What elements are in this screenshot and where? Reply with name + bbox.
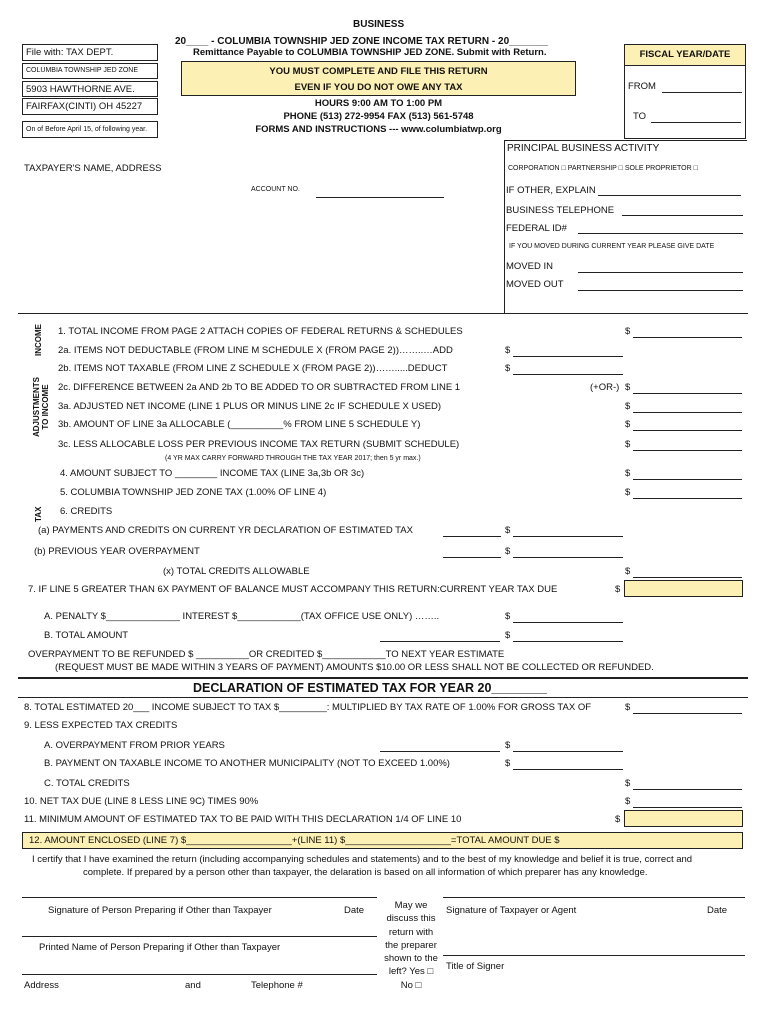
dollar-sign: $ xyxy=(625,796,631,807)
line-3a-amount[interactable] xyxy=(633,400,742,413)
forms-text: FORMS AND INSTRUCTIONS --- www.columbiatwp.org xyxy=(255,124,502,135)
fiscal-year-title: FISCAL YEAR/DATE xyxy=(639,49,731,60)
discuss-line: shown to the xyxy=(384,953,438,965)
file-with-box xyxy=(22,44,158,61)
moved-out-label: MOVED OUT xyxy=(506,279,564,290)
line-3a-label: 3a. ADJUSTED NET INCOME (LINE 1 PLUS OR MINUS LINE 2c IF SCHEDULE X USED) xyxy=(58,401,442,412)
line-6b-label: (b) PREVIOUS YEAR OVERPAYMENT xyxy=(34,546,200,557)
divider xyxy=(18,697,748,698)
line-9c-label: C. TOTAL CREDITS xyxy=(44,778,130,789)
line-5-amount[interactable] xyxy=(633,486,742,499)
divider xyxy=(504,140,505,313)
dollar-sign: $ xyxy=(505,611,511,622)
line-6x-amount[interactable] xyxy=(633,565,742,578)
line-b-lead xyxy=(380,641,500,642)
line-2b-label: 2b. ITEMS NOT TAXABLE (FROM LINE Z SCHEDULE X (FROM PAGE 2))…….....DEDUCT xyxy=(58,363,448,374)
line-9b-amount[interactable] xyxy=(513,757,623,770)
line-b-amount[interactable] xyxy=(513,629,623,642)
line-1-label: 1. TOTAL INCOME FROM PAGE 2 ATTACH COPIES OF FEDERAL RETURNS & SCHEDULES xyxy=(58,326,463,337)
dollar-sign: $ xyxy=(505,363,511,374)
line-4-label: 4. AMOUNT SUBJECT TO ________ INCOME TAX (LINE 3a,3b OR 3c) xyxy=(60,468,365,479)
dollar-sign: $ xyxy=(615,584,621,595)
line-12-label[interactable]: 12. AMOUNT ENCLOSED (LINE 7) $____________________+(LINE 11) $____________________=TOTAL AMOUNT DUE $ xyxy=(29,835,560,846)
divider xyxy=(504,140,747,141)
divider xyxy=(18,677,748,679)
line-7-amount[interactable] xyxy=(624,580,743,597)
title-signer-label: Title of Signer xyxy=(446,961,505,972)
dollar-sign: $ xyxy=(625,382,631,393)
dollar-sign: $ xyxy=(505,345,511,356)
business-label: BUSINESS xyxy=(353,19,405,30)
dollar-sign: $ xyxy=(505,630,511,641)
line-3c-amount[interactable] xyxy=(633,438,742,451)
moved-in-label: MOVED IN xyxy=(506,261,553,272)
file-with-label: File with: TAX DEPT. xyxy=(26,47,114,58)
line-2a-amount[interactable] xyxy=(513,344,623,357)
dollar-sign: $ xyxy=(505,758,511,769)
adjustments-side-label: ADJUSTMENTS TO INCOME xyxy=(32,376,50,437)
taxpayer-signature-line[interactable] xyxy=(443,897,745,898)
line-9-label: 9. LESS EXPECTED TAX CREDITS xyxy=(24,720,178,731)
address-label: Address xyxy=(24,980,59,991)
line-a-amount[interactable] xyxy=(513,610,623,623)
dollar-sign: $ xyxy=(625,401,631,412)
discuss-yes-checkbox[interactable]: left? Yes □ xyxy=(388,966,434,978)
line-7-label: 7. IF LINE 5 GREATER THAN 6X PAYMENT OF BALANCE MUST ACCOMPANY THIS RETURN:CURRENT YEAR TAX DUE xyxy=(28,584,558,595)
overpayment-line: OVERPAYMENT TO BE REFUNDED $ __________OR CREDITED $____________TO NEXT YEAR ESTIMATE xyxy=(28,649,505,660)
declaration-title: DECLARATION OF ESTIMATED TAX FOR YEAR 20________ xyxy=(193,681,548,695)
business-telephone-label: BUSINESS TELEPHONE xyxy=(506,205,615,216)
discuss-line: May we xyxy=(394,900,428,911)
line-10-label: 10. NET TAX DUE (LINE 8 LESS LINE 9C) TIMES 90% xyxy=(24,796,259,807)
business-telephone-field[interactable] xyxy=(622,215,743,216)
preparer-signature-line[interactable] xyxy=(22,897,377,898)
line-2c-sign: (+OR-) xyxy=(590,382,620,393)
discuss-line: the preparer xyxy=(385,939,437,951)
line-2c-amount[interactable] xyxy=(633,381,742,394)
line-6a-lead xyxy=(443,536,501,537)
moved-in-field[interactable] xyxy=(578,272,743,273)
certify-line-1: I certify that I have examined the return (including accompanying schedules and statements) and to the best of my knowledge and belief it is true, correct and xyxy=(32,854,693,865)
line-9a-label: A. OVERPAYMENT FROM PRIOR YEARS xyxy=(44,740,225,751)
line-3b-label: 3b. AMOUNT OF LINE 3a ALLOCABLE (__________% FROM LINE 5 SCHEDULE Y) xyxy=(58,419,421,430)
telephone-label: Telephone # xyxy=(251,980,303,991)
line-6a-amount[interactable] xyxy=(513,524,623,537)
address-line[interactable] xyxy=(22,974,377,975)
line-6a-label: (a) PAYMENTS AND CREDITS ON CURRENT YR DECLARATION OF ESTIMATED TAX xyxy=(38,525,413,536)
file-with-line2: 5903 HAWTHORNE AVE. xyxy=(26,84,135,95)
account-no-field[interactable] xyxy=(316,197,444,198)
dollar-sign: $ xyxy=(615,814,621,825)
line-6-label: 6. CREDITS xyxy=(60,506,113,517)
taxpayer-signature-label: Signature of Taxpayer or Agent xyxy=(446,905,577,916)
must-complete-text: YOU MUST COMPLETE AND FILE THIS RETURN xyxy=(269,66,488,77)
printed-name-line[interactable] xyxy=(22,936,377,937)
file-with-line3: FAIRFAX(CINTI) OH 45227 xyxy=(26,101,143,112)
line-8-label: 8. TOTAL ESTIMATED 20___ INCOME SUBJECT TO TAX $_________: MULTIPLIED BY TAX RATE OF 1.00% FOR GROSS TAX OF xyxy=(24,702,592,713)
line-6b-amount[interactable] xyxy=(513,545,623,558)
hours-text: HOURS 9:00 AM TO 1:00 PM xyxy=(314,98,443,109)
phone-text: PHONE (513) 272-9954 FAX (513) 561-5748 xyxy=(283,111,474,122)
dollar-sign: $ xyxy=(625,326,631,337)
refund-request-note: (REQUEST MUST BE MADE WITHIN 3 YEARS OF PAYMENT) AMOUNTS $10.00 OR LESS SHALL NOT BE COLLECTED OR REFUNDED. xyxy=(55,662,654,673)
discuss-line: return with xyxy=(388,926,434,938)
dollar-sign: $ xyxy=(625,419,631,430)
moved-out-field[interactable] xyxy=(578,290,743,291)
discuss-line: discuss this xyxy=(386,913,436,925)
line-4-amount[interactable] xyxy=(633,467,742,480)
dollar-sign: $ xyxy=(625,778,631,789)
line-2c-label: 2c. DIFFERENCE BETWEEN 2a AND 2b TO BE ADDED TO OR SUBTRACTED FROM LINE 1 xyxy=(58,382,461,393)
dollar-sign: $ xyxy=(625,439,631,450)
line-1-amount[interactable] xyxy=(633,325,742,338)
dollar-sign: $ xyxy=(505,546,511,557)
fiscal-to-field[interactable] xyxy=(651,122,741,123)
line-6b-lead xyxy=(443,557,501,558)
file-with-line1-box xyxy=(22,63,158,79)
dollar-sign: $ xyxy=(625,487,631,498)
line-2b-amount[interactable] xyxy=(513,362,623,375)
line-9a-lead xyxy=(380,751,500,752)
taxpayer-date-label: Date xyxy=(707,905,728,916)
fiscal-year-box xyxy=(624,44,746,66)
preparer-date-label: Date xyxy=(344,905,365,916)
moved-note: IF YOU MOVED DURING CURRENT YEAR PLEASE GIVE DATE xyxy=(509,243,715,250)
discuss-no-checkbox[interactable]: No □ xyxy=(400,979,422,991)
dollar-sign: $ xyxy=(505,740,511,751)
even-if-text: EVEN IF YOU DO NOT OWE ANY TAX xyxy=(294,82,463,93)
income-side-label: INCOME xyxy=(34,324,43,356)
line-6x-label: (x) TOTAL CREDITS ALLOWABLE xyxy=(163,566,310,577)
line-3b-amount[interactable] xyxy=(633,418,742,431)
dollar-sign: $ xyxy=(625,702,631,713)
file-with-line1: COLUMBIA TOWNSHIP JED ZONE xyxy=(26,67,139,74)
due-date-note: On of Before April 15, of following year. xyxy=(26,126,148,133)
business-activity-title: PRINCIPAL BUSINESS ACTIVITY xyxy=(507,143,660,154)
fiscal-dates-box xyxy=(624,66,746,139)
fiscal-to-label: TO xyxy=(633,111,647,122)
taxpayer-name-label: TAXPAYER'S NAME, ADDRESS xyxy=(24,163,162,174)
printed-name-label: Printed Name of Person Preparing if Other than Taxpayer xyxy=(39,942,281,953)
dollar-sign: $ xyxy=(625,566,631,577)
tax-side-label: TAX xyxy=(34,506,43,522)
due-date-box xyxy=(22,121,158,138)
dollar-sign: $ xyxy=(505,525,511,536)
line-3c-label: 3c. LESS ALLOCABLE LOSS PER PREVIOUS INCOME TAX RETURN (SUBMIT SCHEDULE) xyxy=(58,439,460,450)
line-9b-label: B. PAYMENT ON TAXABLE INCOME TO ANOTHER MUNICIPALITY (NOT TO EXCEED 1.00%) xyxy=(44,758,450,769)
line-12-box xyxy=(22,832,743,849)
line-8-amount[interactable] xyxy=(633,701,742,714)
account-no-label: ACCOUNT NO. xyxy=(251,186,300,193)
form-title: 20____ - COLUMBIA TOWNSHIP JED ZONE INCOME TAX RETURN - 20_______ xyxy=(175,36,549,47)
dollar-sign: $ xyxy=(625,468,631,479)
file-with-line3-box xyxy=(22,98,158,115)
line-11-amount[interactable] xyxy=(624,810,743,827)
divider xyxy=(18,313,748,314)
line-9a-amount[interactable] xyxy=(513,739,623,752)
remittance-note: Remittance Payable to COLUMBIA TOWNSHIP JED ZONE. Submit with Return. xyxy=(193,47,547,58)
discuss-preparer-question[interactable] xyxy=(380,899,442,992)
and-label: and xyxy=(185,980,201,991)
federal-id-field[interactable] xyxy=(578,233,743,234)
line-5-label: 5. COLUMBIA TOWNSHIP JED ZONE TAX (1.00% OF LINE 4) xyxy=(60,487,327,498)
other-explain-field[interactable] xyxy=(598,195,741,196)
line-10-amount[interactable] xyxy=(633,795,742,808)
certify-line-2: complete. If prepared by a person other than taxpayer, the delaration is based on all information of which preparer has any knowledge. xyxy=(83,867,648,878)
fiscal-from-field[interactable] xyxy=(662,92,742,93)
other-explain-label: IF OTHER, EXPLAIN xyxy=(506,185,596,196)
line-a-label: A. PENALTY $______________ INTEREST $____________(TAX OFFICE USE ONLY) …….. xyxy=(44,611,440,622)
file-with-line2-box xyxy=(22,81,158,97)
must-file-box xyxy=(181,61,576,96)
federal-id-label: FEDERAL ID# xyxy=(506,223,567,234)
title-signer-line[interactable] xyxy=(443,955,745,956)
line-b-label: B. TOTAL AMOUNT xyxy=(44,630,129,641)
line-11-label: 11. MINIMUM AMOUNT OF ESTIMATED TAX TO BE PAID WITH THIS DECLARATION 1/4 OF LINE 10 xyxy=(24,814,462,825)
fiscal-from-label: FROM xyxy=(628,81,656,92)
line-2a-label: 2a. ITEMS NOT DEDUCTABLE (FROM LINE M SCHEDULE X (FROM PAGE 2))……..…ADD xyxy=(58,345,453,356)
entity-type-options[interactable]: CORPORATION □ PARTNERSHIP □ SOLE PROPRIETOR □ xyxy=(508,165,698,172)
line-9c-amount[interactable] xyxy=(633,777,742,790)
carry-forward-note: (4 YR MAX CARRY FORWARD THROUGH THE TAX YEAR 2017; then 5 yr max.) xyxy=(165,455,421,462)
preparer-signature-label: Signature of Person Preparing if Other than Taxpayer xyxy=(48,905,272,916)
